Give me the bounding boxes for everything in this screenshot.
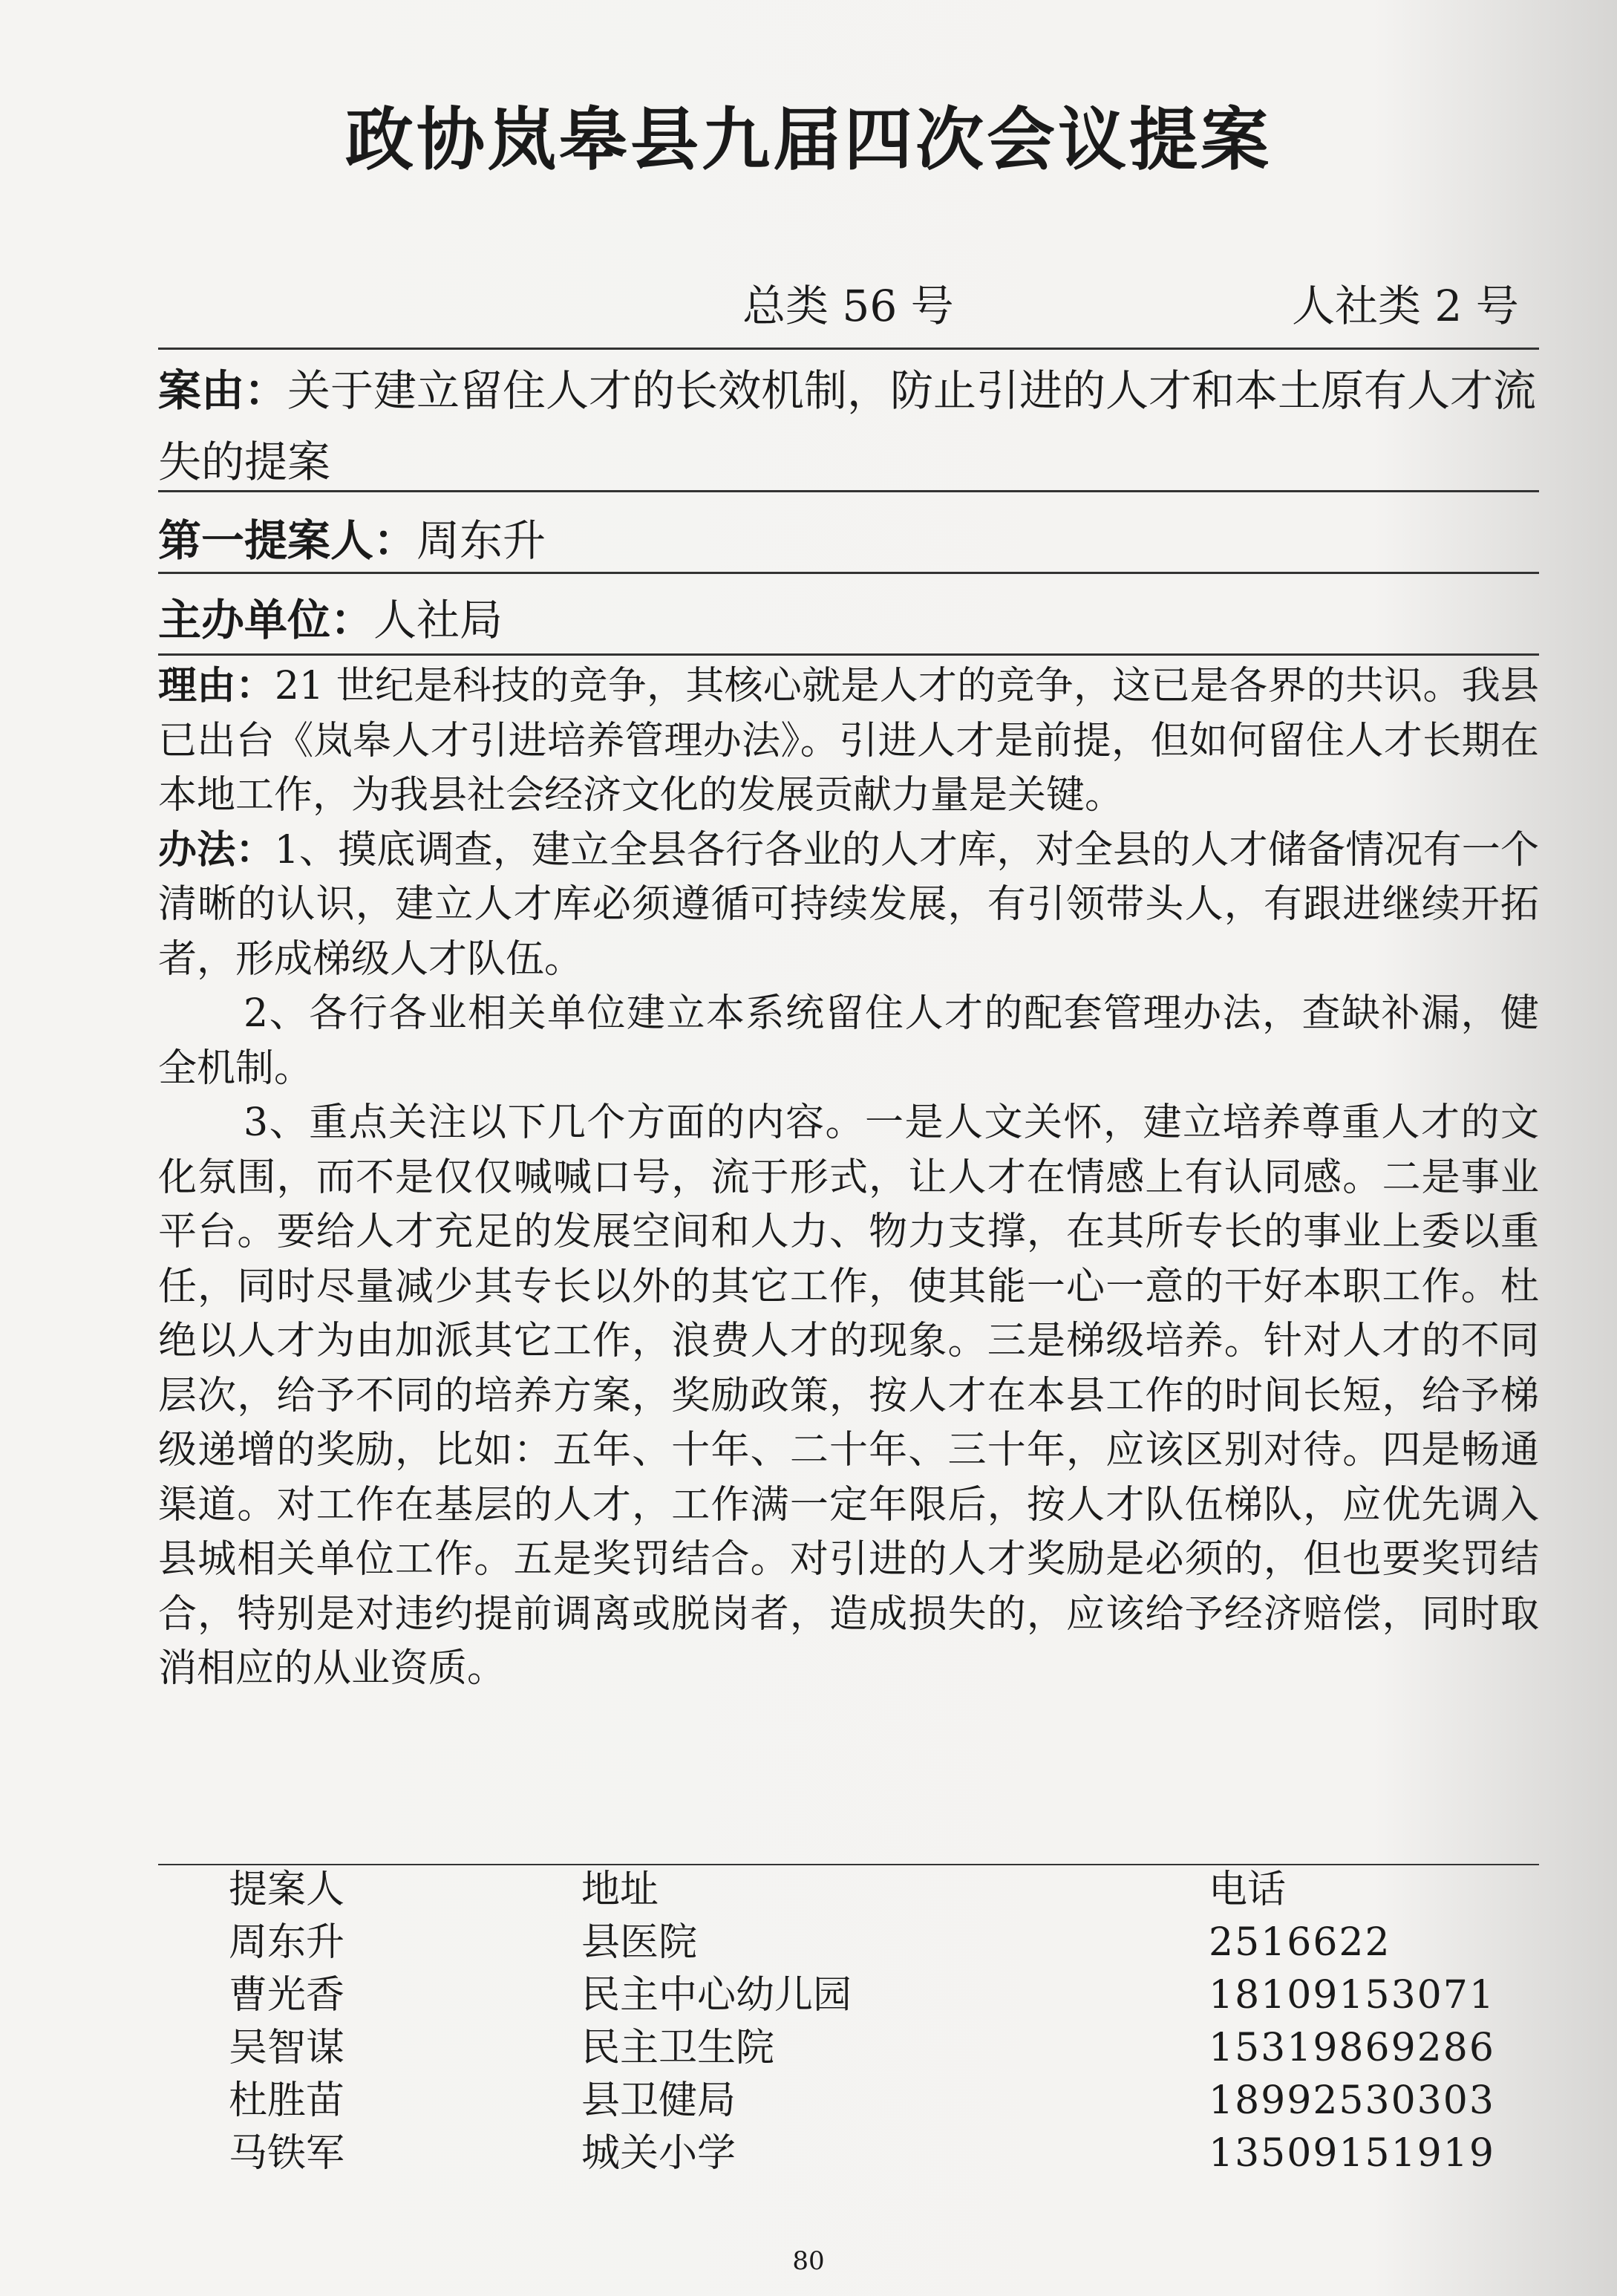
table-row	[158, 1917, 1539, 1969]
proposal-body	[158, 659, 1539, 1697]
contact-phone: 2516622	[1209, 1920, 1391, 1965]
contacts-table	[158, 1864, 1539, 2180]
page-title: 政协岚皋县九届四次会议提案	[344, 100, 1272, 180]
measure-item-1	[158, 824, 1539, 988]
contact-phone: 18992530303	[1209, 2078, 1495, 2123]
measure-item-2: 2、各行各业相关单位建立本系统留住人才的配套管理办法，查缺补漏，健全机制。	[158, 991, 1539, 1091]
contact-name: 曹光香	[229, 1973, 345, 2018]
subject-field	[158, 355, 1539, 498]
subject-label: 案由：	[158, 365, 288, 416]
contact-phone: 13509151919	[1209, 2131, 1495, 2176]
contact-phone: 18109153071	[1209, 1973, 1495, 2018]
contact-name: 周东升	[229, 1920, 345, 1965]
header-address: 地址	[581, 1868, 659, 1912]
contact-name: 马铁军	[229, 2131, 345, 2176]
contact-address: 民主卫生院	[581, 2026, 775, 2070]
dept-text: 人社局	[373, 595, 503, 645]
measures-label: 办法：	[158, 827, 275, 873]
table-row	[158, 2022, 1539, 2075]
contact-phone: 15319869286	[1209, 2026, 1495, 2070]
table-row	[158, 2075, 1539, 2127]
contact-address: 民主中心幼儿园	[581, 1973, 852, 2018]
reason-paragraph	[158, 659, 1539, 824]
header-proposer: 提案人	[229, 1868, 345, 1912]
table-row	[158, 2127, 1539, 2180]
measure-text-1: 1、摸底调查，建立全县各行各业的人才库，对全县的人才储备情况有一个清晰的认识，建立人才库必须遵循可持续发展，有引领带头人，有跟进继续开拓者，形成梯级人才队伍。	[158, 827, 1539, 982]
subject-text: 关于建立留住人才的长效机制，防止引进的人才和本土原有人才流失的提案	[158, 365, 1537, 487]
proposer-field	[158, 505, 1539, 576]
contact-address: 县医院	[581, 1920, 698, 1965]
table-row	[158, 1969, 1539, 2022]
divider	[158, 348, 1539, 350]
category-number: 人社类 2 号	[1292, 281, 1519, 331]
page-number: 80	[792, 2246, 825, 2276]
proposer-text: 周东升	[416, 515, 546, 566]
divider	[158, 572, 1539, 574]
reason-text: 21 世纪是科技的竞争，其核心就是人才的竞争，这已是各界的共识。我县已出台《岚皋人才引进培养管理办法》。引进人才是前提，但如何留住人才长期在本地工作，为我县社会经济文化的发展贡献力量是关键。	[158, 664, 1539, 818]
contact-name: 吴智谋	[229, 2026, 345, 2070]
contact-name: 杜胜苗	[229, 2078, 345, 2123]
contact-address: 城关小学	[581, 2131, 736, 2176]
dept-label: 主办单位：	[158, 595, 374, 645]
divider	[158, 653, 1539, 656]
header-phone: 电话	[1209, 1868, 1287, 1912]
divider	[158, 490, 1539, 492]
reason-label: 理由：	[158, 664, 275, 708]
contact-address: 县卫健局	[581, 2078, 736, 2123]
contacts-header-row	[158, 1864, 1539, 1917]
proposer-label: 第一提案人：	[158, 515, 417, 566]
dept-field	[158, 584, 1539, 656]
general-number: 总类 56 号	[742, 281, 954, 331]
measure-item-3: 3、重点关注以下几个方面的内容。一是人文关怀，建立培养尊重人才的文化氛围，而不是仅仅喊喊口号，流于形式，让人才在情感上有认同感。二是事业平台。要给人才充足的发展空间和人力、物力支撑，在其所专长的事业上委以重任，同时尽量减少其专长以外的其它工作，使其能一心一意的干好本职工作。杜绝以人才为由加派其它工作，浪费人才的现象。三是梯级培养。针对人才的不同层次，给予不同的培养方案，奖励政策，按人才在本县工作的时间长短，给予梯级递增的奖励，比如：五年、十年、二十年、三十年，应该区别对待。四是畅通渠道。对工作在基层的人才，工作满一定年限后，按人才队伍梯队，应优先调入县城相关单位工作。五是奖罚结合。对引进的人才奖励是必须的，但也要奖罚结合，特别是对违约提前调离或脱岗者，造成损失的，应该给予经济赔偿，同时取消相应的从业资质。	[158, 1100, 1539, 1691]
